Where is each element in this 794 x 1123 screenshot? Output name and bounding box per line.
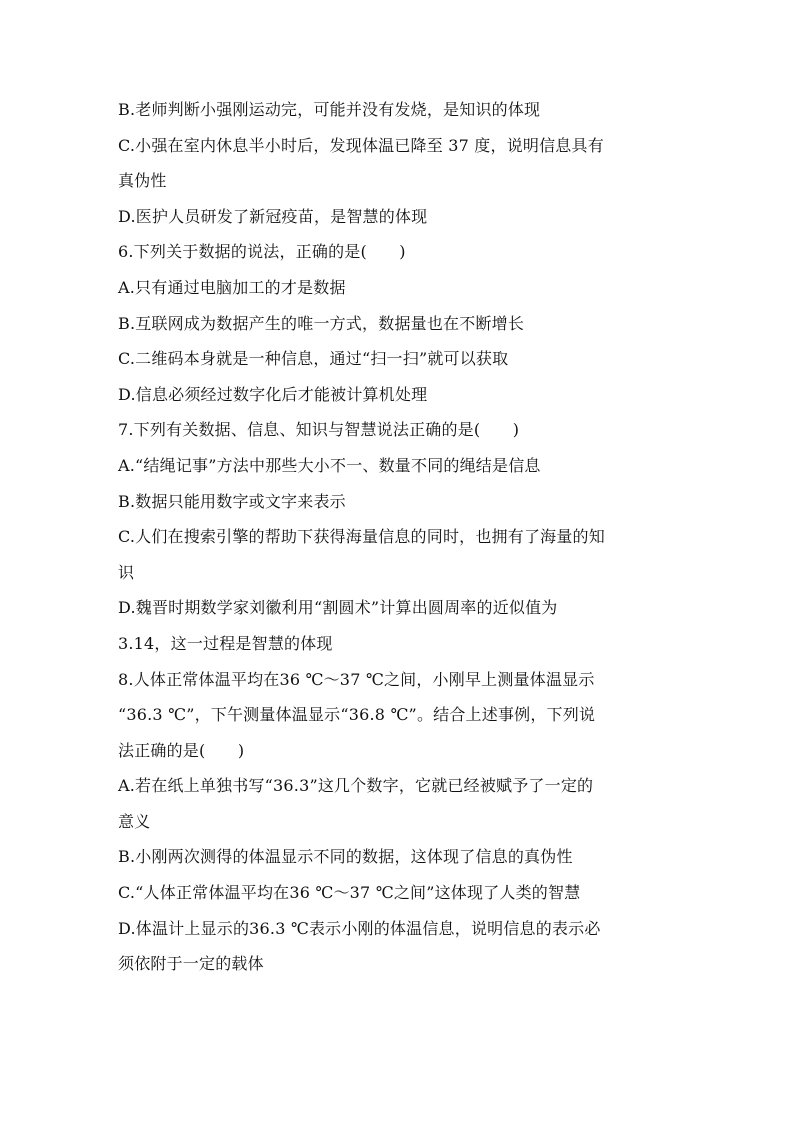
question-6-stem: 6.下列关于数据的说法，正确的是( ) (118, 242, 406, 262)
option-7c-continued: 识 (118, 562, 135, 582)
option-5c: C.小强在室内休息半小时后，发现体温已降至 37 度，说明信息具有 (118, 135, 604, 155)
option-6c: C.二维码本身就是一种信息，通过“扫一扫”就可以获取 (118, 349, 509, 369)
question-8-stem-continued: “36.3 ℃”，下午测量体温显示“36.8 ℃”。结合上述事例，下列说 (118, 705, 596, 725)
option-8a: A.若在纸上单独书写“36.3”这几个数字，它就已经被赋予了一定的 (118, 776, 594, 796)
option-8b: B.小刚两次测得的体温显示不同的数据，这体现了信息的真伪性 (118, 847, 573, 867)
question-8-stem-end: 法正确的是( ) (118, 740, 245, 760)
option-8d-continued: 须依附于一定的载体 (118, 954, 264, 974)
question-7-stem: 7.下列有关数据、信息、知识与智慧说法正确的是( ) (118, 420, 520, 440)
option-7b: B.数据只能用数字或文字来表示 (118, 491, 346, 511)
option-6b: B.互联网成为数据产生的唯一方式，数据量也在不断增长 (118, 313, 525, 333)
document-page (118, 92, 678, 982)
question-8-stem: 8.人体正常体温平均在36 ℃～37 ℃之间，小刚早上测量体温显示 (118, 669, 595, 689)
option-7d-continued: 3.14，这一过程是智慧的体现 (118, 633, 333, 653)
option-6a: A.只有通过电脑加工的才是数据 (118, 277, 346, 297)
option-8c: C.“人体正常体温平均在36 ℃～37 ℃之间”这体现了人类的智慧 (118, 883, 581, 903)
option-5b: B.老师判断小强刚运动完，可能并没有发烧，是知识的体现 (118, 100, 541, 119)
option-7c: C.人们在搜索引擎的帮助下获得海量信息的同时，也拥有了海量的知 (118, 527, 605, 547)
option-7a: A.“结绳记事”方法中那些大小不一、数量不同的绳结是信息 (118, 455, 541, 475)
option-8a-continued: 意义 (118, 811, 151, 831)
option-5d: D.医护人员研发了新冠疫苗，是智慧的体现 (118, 206, 428, 226)
option-8d: D.体温计上显示的36.3 ℃表示小刚的体温信息，说明信息的表示必 (118, 918, 601, 938)
option-5c-continued: 真伪性 (118, 171, 167, 191)
option-6d: D.信息必须经过数字化后才能被计算机处理 (118, 384, 428, 404)
option-7d: D.魏晋时期数学家刘徽利用“割圆术”计算出圆周率的近似值为 (118, 598, 558, 618)
